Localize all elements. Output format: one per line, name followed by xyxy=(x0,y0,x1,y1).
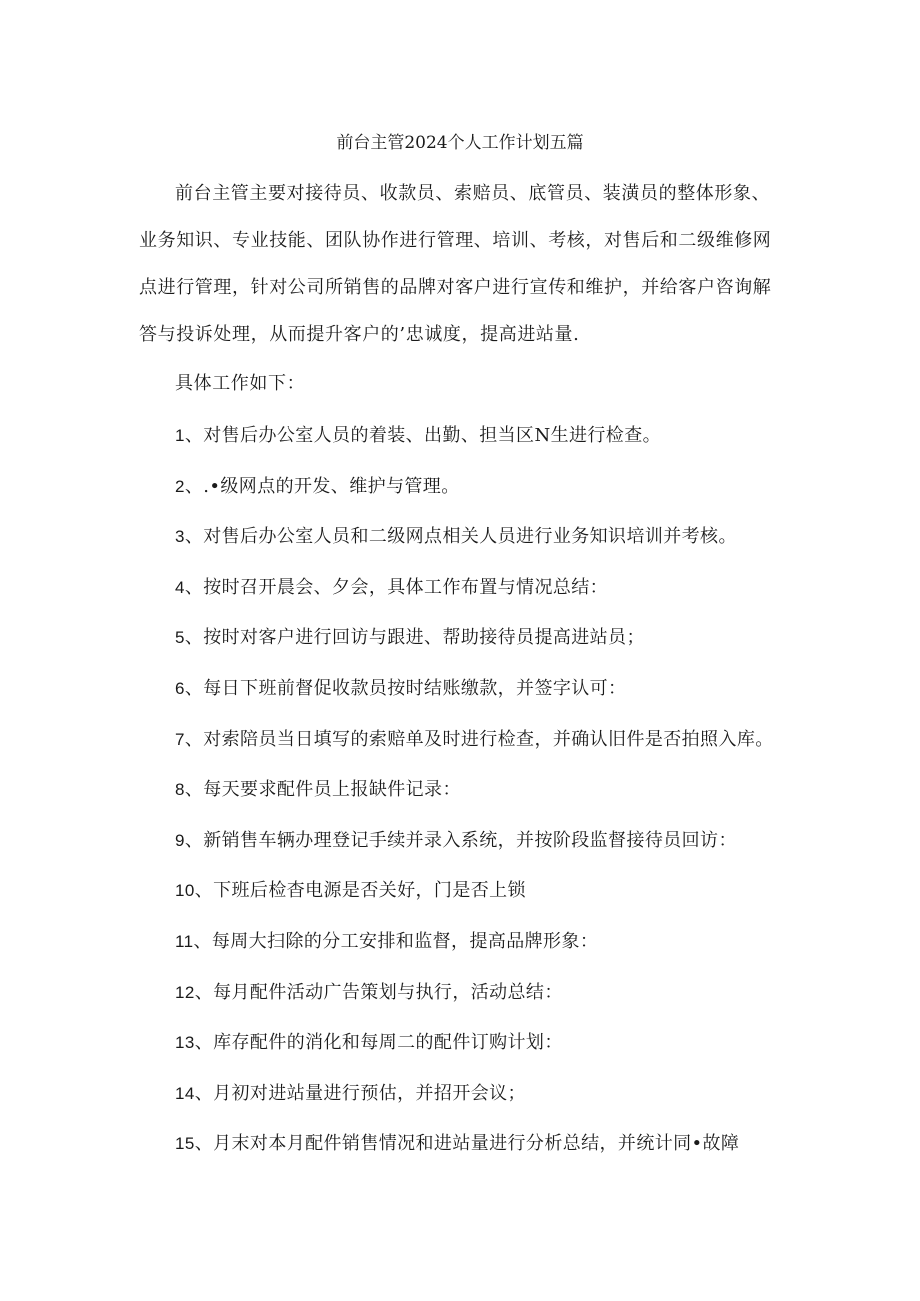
item-text: 、月末对本月配件销售情况和进站量进行分析总结，并统计同•故障 xyxy=(194,1133,740,1155)
document-title: 前台主管2024个人工作计划五篇 xyxy=(336,133,584,153)
list-item xyxy=(175,918,875,969)
list-item xyxy=(175,766,875,817)
item-number: 10 xyxy=(175,881,195,901)
item-number: 13 xyxy=(175,1033,195,1053)
item-text: 、每月配件活动广告策划与执行，活动总结： xyxy=(194,981,563,1003)
list-item xyxy=(175,614,875,665)
list-item xyxy=(175,665,875,716)
list-item xyxy=(175,513,875,564)
list-item xyxy=(175,463,875,514)
list-item xyxy=(175,867,875,918)
list-item xyxy=(175,412,875,463)
list-item xyxy=(175,1070,875,1121)
item-number: 1 xyxy=(175,426,185,445)
item-text: 、按时对客户进行回访与跟进、帮助接待员提高进站员； xyxy=(184,627,645,649)
item-text: 、按时召开晨会、夕会，具体工作布置与情况总结： xyxy=(184,576,609,598)
item-text: 、.•级网点的开发、维护与管理。 xyxy=(184,475,460,497)
item-text: 、新销售车辆办理登记手续并录入系统，并按阶段监督接待员回访： xyxy=(184,829,737,851)
item-text: 、对售后办公室人员的着装、出勤、担当区N生进行检查。 xyxy=(184,425,662,446)
item-text: 、月初对进站量进行预估，并招开会议； xyxy=(194,1082,526,1104)
item-text: 、库存配件的消化和每周二的配件订购计划： xyxy=(194,1032,563,1054)
intro-paragraph: 前台主管主要对接待员、收款员、索赔员、底管员、装潢员的整体形象、业务知识、专业技能、团队协作进行管理、培训、考核，对售后和二级维修网点进行管理，针对公司所销售的品牌对客户进行宣传和维护，并给客户咨询解答与投诉处理，从而提升客户的’忠诚度，提高进站量. xyxy=(139,183,772,345)
item-text: 、每日下班前督促收款员按时结账缴款，并签字认可： xyxy=(184,677,627,699)
task-list xyxy=(175,412,875,1171)
item-number: 14 xyxy=(175,1083,195,1103)
item-number: 15 xyxy=(175,1134,195,1154)
item-number: 5 xyxy=(175,628,185,648)
list-item xyxy=(175,969,875,1020)
item-number: 3 xyxy=(175,527,185,547)
item-text: 、对售后办公室人员和二级网点相关人员进行业务知识培训并考核。 xyxy=(184,526,737,548)
item-text: 、对索陪员当日填写的索赔单及时进行检查，并确认旧件是否拍照入库。 xyxy=(184,728,774,750)
item-number: 6 xyxy=(175,678,185,698)
item-number: 4 xyxy=(175,577,185,597)
item-number: 7 xyxy=(175,729,185,749)
item-number: 9 xyxy=(175,830,185,850)
list-item xyxy=(175,1120,875,1171)
list-item xyxy=(175,817,875,868)
item-number: 11 xyxy=(175,931,194,951)
item-number: 12 xyxy=(175,982,195,1002)
list-item xyxy=(175,564,875,615)
item-text: 、每周大扫除的分工安排和监督，提高品牌形象： xyxy=(193,930,599,952)
list-item xyxy=(175,1019,875,1070)
item-text: 、每天要求配件员上报缺件记录： xyxy=(184,779,461,801)
item-number: 8 xyxy=(175,780,185,800)
list-item xyxy=(175,716,875,767)
item-text: 、下班后检杳电源是否关好，门是否上锁 xyxy=(194,880,526,902)
subheading: 具体工作如下： xyxy=(175,373,306,394)
item-number: 2 xyxy=(175,476,185,496)
